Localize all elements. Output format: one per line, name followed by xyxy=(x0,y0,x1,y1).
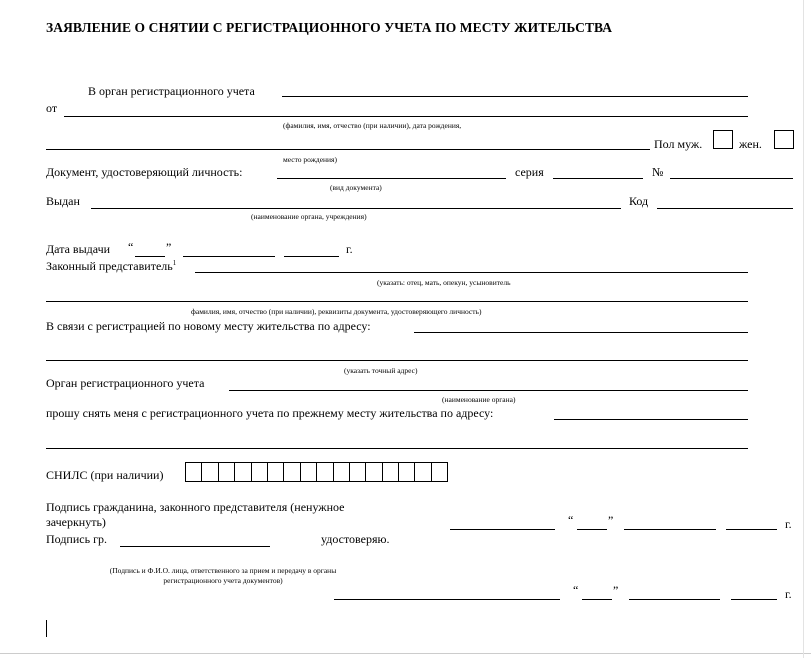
sex-female-checkbox[interactable] xyxy=(774,130,794,149)
number-line[interactable] xyxy=(670,178,793,179)
new-address-label: В связи с регистрацией по новому месту жительства по адресу: xyxy=(46,319,371,333)
snils-cell[interactable] xyxy=(365,462,382,482)
new-address-line[interactable] xyxy=(414,332,748,333)
signature-line[interactable] xyxy=(450,529,555,530)
signature-short-line[interactable] xyxy=(120,546,270,547)
snils-cell[interactable] xyxy=(349,462,366,482)
official-caption: (Подпись и Ф.И.О. лица, ответственного за прием и передачу в органы регистрационного учета документов) xyxy=(109,566,337,585)
issue-date-close-quote: ” xyxy=(166,240,172,254)
sign-date-open-quote: “ xyxy=(568,513,574,527)
sex-male-checkbox[interactable] xyxy=(713,130,733,149)
issue-day-line[interactable] xyxy=(135,256,165,257)
legal-rep-text: Законный представитель xyxy=(46,259,173,273)
signature-short-label: Подпись гр. xyxy=(46,532,107,546)
snils-cell[interactable] xyxy=(300,462,317,482)
snils-cell[interactable] xyxy=(316,462,333,482)
signature-label-line1: Подпись гражданина, законного представителя (ненужное xyxy=(46,500,345,514)
issued-by-label: Выдан xyxy=(46,194,80,208)
snils-cells[interactable] xyxy=(185,462,448,482)
snils-cell[interactable] xyxy=(283,462,300,482)
id-document-label: Документ, удостоверяющий личность: xyxy=(46,165,243,179)
deregister-request-label: прошу снять меня с регистрационного учета по прежнему месту жительства по адресу: xyxy=(46,406,494,420)
birthplace-caption: место рождения) xyxy=(283,155,338,164)
sex-male-label: Пол муж. xyxy=(654,137,703,151)
snils-cell[interactable] xyxy=(251,462,268,482)
applicant-line-2[interactable] xyxy=(46,149,650,150)
issue-year-suffix: г. xyxy=(346,242,353,256)
reg-authority-label: Орган регистрационного учета xyxy=(46,376,205,390)
series-line[interactable] xyxy=(553,178,643,179)
series-label: серия xyxy=(515,165,544,179)
snils-cell[interactable] xyxy=(267,462,284,482)
sign-day-line[interactable] xyxy=(577,529,607,530)
issue-date-open-quote: “ xyxy=(128,240,134,254)
authority-line[interactable] xyxy=(282,96,748,97)
legal-rep-line-2[interactable] xyxy=(46,301,748,302)
snils-cell[interactable] xyxy=(185,462,202,482)
authority-name-caption: (наименование органа) xyxy=(442,395,516,404)
doc-type-line[interactable] xyxy=(277,178,506,179)
from-label: от xyxy=(46,101,58,115)
sex-female-label: жен. xyxy=(739,137,762,151)
old-address-line[interactable] xyxy=(554,419,748,420)
doc-type-caption: (вид документа) xyxy=(330,183,382,192)
sign-date-close-quote: ” xyxy=(608,513,614,527)
snils-label: СНИЛС (при наличии) xyxy=(46,468,164,482)
sign-year-line[interactable] xyxy=(726,529,777,530)
official-year-line[interactable] xyxy=(731,599,777,600)
footnote-mark: 1 xyxy=(172,259,177,267)
code-label: Код xyxy=(629,194,649,208)
legal-rep-label xyxy=(46,259,176,273)
sign-year-suffix: г. xyxy=(785,517,792,531)
snils-cell[interactable] xyxy=(333,462,350,482)
snils-cell[interactable] xyxy=(218,462,235,482)
official-date-close-quote: ” xyxy=(613,583,619,597)
issue-date-label: Дата выдачи xyxy=(46,242,111,256)
new-address-line-2[interactable] xyxy=(46,360,748,361)
issue-month-line[interactable] xyxy=(183,256,275,257)
legal-rep-caption: (указать: отец, мать, опекун, усыновитель xyxy=(377,278,511,287)
applicant-line[interactable] xyxy=(64,116,748,117)
text-cursor xyxy=(46,620,47,637)
legal-rep-line[interactable] xyxy=(195,272,748,273)
legal-rep-caption-2: фамилия, имя, отчество (при наличии), реквизиты документа, удостоверяющего личность) xyxy=(191,307,482,316)
page-bottom-edge xyxy=(0,653,811,654)
official-signature-line[interactable] xyxy=(334,599,560,600)
snils-cell[interactable] xyxy=(398,462,415,482)
to-authority-label: В орган регистрационного учета xyxy=(88,84,255,98)
certify-label: удостоверяю. xyxy=(321,532,390,546)
old-address-line-2[interactable] xyxy=(46,448,748,449)
official-year-suffix: г. xyxy=(785,587,792,601)
sign-month-line[interactable] xyxy=(624,529,716,530)
snils-cell[interactable] xyxy=(234,462,251,482)
snils-cell[interactable] xyxy=(414,462,431,482)
reg-authority-line[interactable] xyxy=(229,390,748,391)
signature-label-line2: зачеркнуть) xyxy=(46,515,106,529)
issuer-caption: (наименование органа, учреждения) xyxy=(251,212,367,221)
snils-cell[interactable] xyxy=(201,462,218,482)
issuer-line[interactable] xyxy=(91,208,621,209)
issue-year-line[interactable] xyxy=(284,256,339,257)
exact-address-caption: (указать точный адрес) xyxy=(344,366,418,375)
official-month-line[interactable] xyxy=(629,599,720,600)
official-date-open-quote: “ xyxy=(573,583,579,597)
number-label: № xyxy=(652,165,664,179)
code-line[interactable] xyxy=(657,208,793,209)
form-title: ЗАЯВЛЕНИЕ О СНЯТИИ С РЕГИСТРАЦИОННОГО УЧЕТА ПО МЕСТУ ЖИТЕЛЬСТВА xyxy=(46,20,613,35)
snils-cell[interactable] xyxy=(382,462,399,482)
official-day-line[interactable] xyxy=(582,599,612,600)
applicant-caption: (фамилия, имя, отчество (при наличии), дата рождения, xyxy=(283,121,462,130)
page-right-edge xyxy=(803,0,804,658)
snils-cell[interactable] xyxy=(431,462,448,482)
